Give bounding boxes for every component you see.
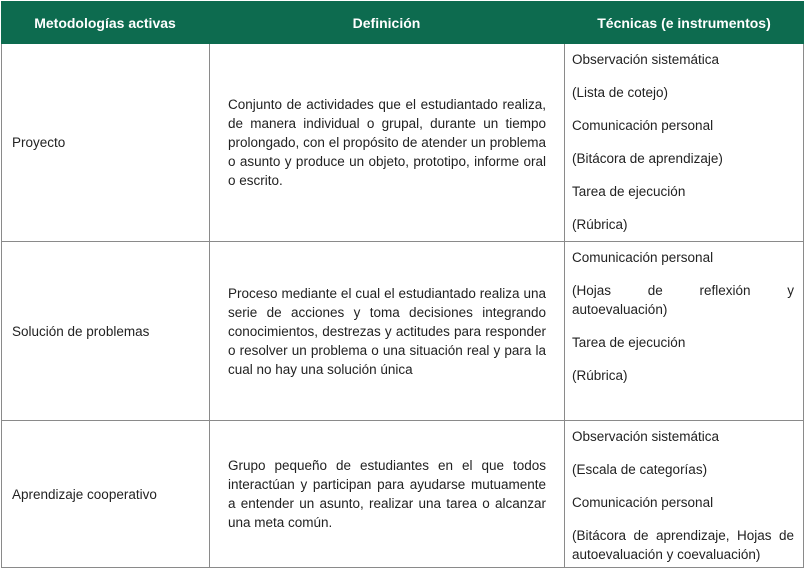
header-definition: Definición [209, 1, 564, 44]
table-row-2-techniques [564, 242, 804, 420]
header-methodology: Metodologías activas [1, 1, 209, 44]
table-row-1-definition [209, 44, 564, 241]
table-row-3-method: Aprendizaje cooperativo [12, 486, 157, 502]
technique-item: Comunicación personal [572, 118, 714, 133]
table-row-2-definition [209, 242, 564, 420]
technique-item: Tarea de ejecución [572, 335, 686, 350]
technique-item: Tarea de ejecución [572, 184, 686, 199]
definition-text: Proceso mediante el cual el estudiantado realiza una serie de acciones y toma decisiones integrando conocimientos, destrezas y actitudes para responder o resolver un problema o una situación real y para la cual no hay una solución única [228, 285, 546, 377]
table-row-1-method: Proyecto [12, 135, 66, 150]
technique-item: (Rúbrica) [572, 368, 628, 383]
technique-item: (Bitácora de aprendizaje) [572, 151, 723, 166]
technique-item: Observación sistemática [572, 52, 720, 67]
table-row-2-method: Solución de problemas [12, 323, 150, 339]
methodologies-table [1, 1, 803, 567]
technique-item: (Bitácora de aprendizaje, Hojas de autoevaluación y coevaluación) [572, 528, 794, 562]
technique-item: Observación sistemática [572, 429, 720, 444]
table-row-3-definition [209, 421, 564, 567]
technique-item: (Hojas de reflexión y autoevaluación) [572, 283, 794, 317]
definition-text: Conjunto de actividades que el estudiantado realiza, de manera individual o grupal, durante un tiempo prolongado, con el propósito de atender un problema o asunto y produce un objeto, prototipo, informe oral o escrito. [228, 97, 546, 188]
technique-item: (Escala de categorías) [572, 462, 708, 477]
table-row-3-techniques [564, 421, 804, 567]
technique-item: (Rúbrica) [572, 217, 628, 232]
table-row-1-techniques [564, 44, 804, 241]
header-techniques: Técnicas (e instrumentos) [564, 1, 804, 44]
technique-item: (Lista de cotejo) [572, 85, 669, 100]
technique-item: Comunicación personal [572, 250, 714, 265]
technique-item: Comunicación personal [572, 495, 714, 510]
table-border-bottom [1, 567, 804, 568]
definition-text: Grupo pequeño de estudiantes en el que todos interactúan y participan para ayudarse mutuamente a entender un asunto, realizar una tarea o alcanzar una meta común. [228, 458, 546, 530]
